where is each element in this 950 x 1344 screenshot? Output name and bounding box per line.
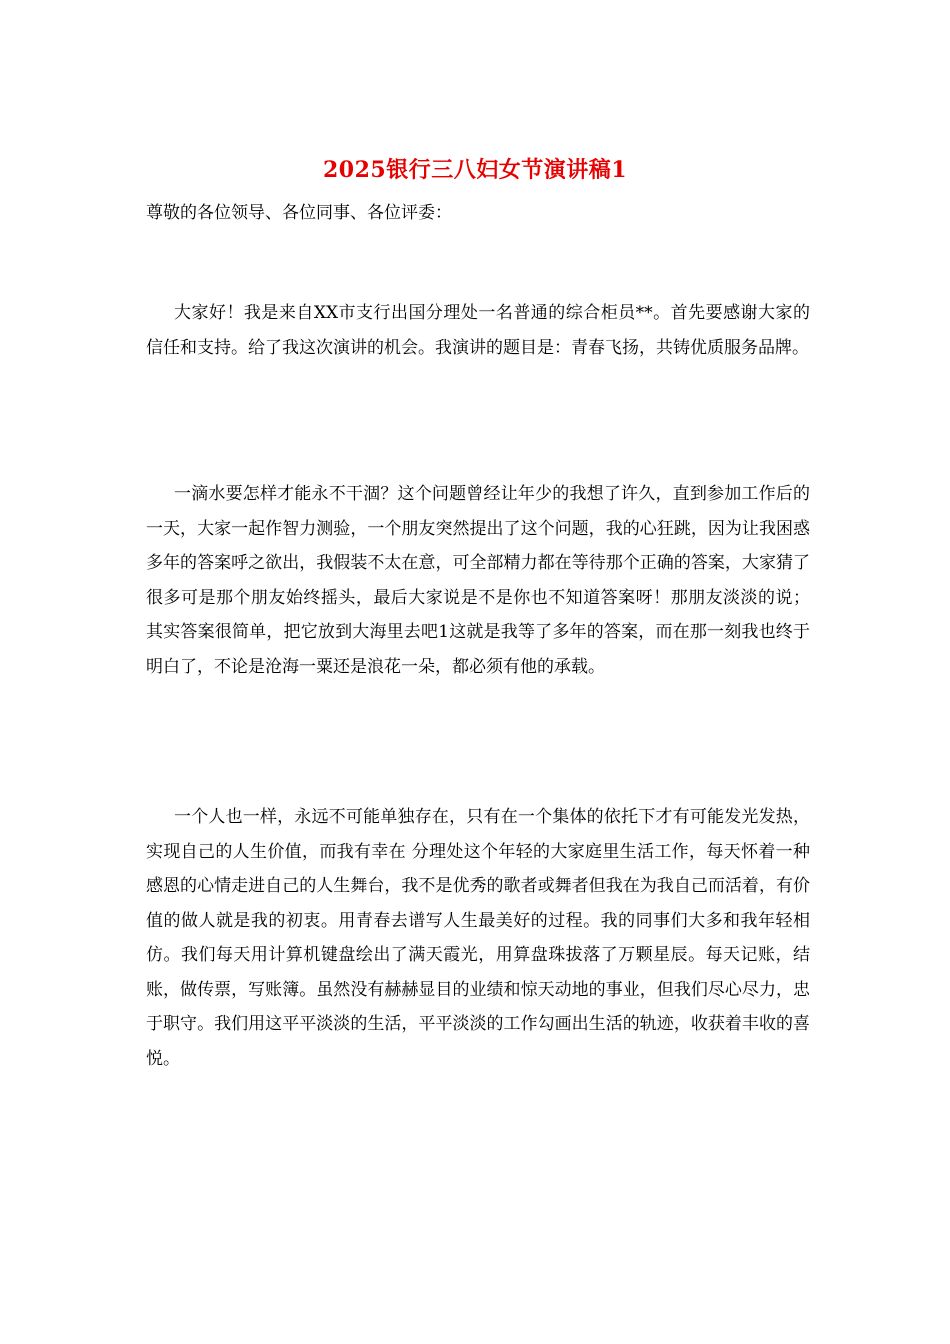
document-title: 2025银行三八妇女节演讲稿1 <box>322 157 628 183</box>
salutation: 尊敬的各位领导、各位同事、各位评委： <box>146 203 452 223</box>
body-paragraph-1: 大家好！我是来自XX市支行出国分理处一名普通的综合柜员**。首先要感谢大家的信任和支持。给了我这次演讲的机会。我演讲的题目是：青春飞扬，共铸优质服务品牌。 <box>146 303 810 358</box>
body-paragraph-3: 一个人也一样，永远不可能单独存在，只有在一个集体的依托下才有可能发光发热，实现自己的人生价值，而我有幸在 分理处这个年轻的大家庭里生活工作，每天怀着一种感恩的心情走进自己的人生舞台，我不是优秀的歌者或舞者但我在为我自己而活着，有价值的做人就是我的初衷。用青春去谱写人生最美好的过程。我的同事们大多和我年轻相仿。我们每天用计算机键盘绘出了满天霞光，用算盘珠拔落了万颗星辰。每天记账，结账，做传票，写账簿。虽然没有赫赫显目的业绩和惊天动地的事业，但我们尽心尽力，忠于职守。我们用这平平淡淡的生活，平平淡淡的工作勾画出生活的轨迹，收获着丰收的喜悦。 <box>146 807 810 1069</box>
body-paragraph-2: 一滴水要怎样才能永不干涸？这个问题曾经让年少的我想了许久，直到参加工作后的一天，大家一起作智力测验，一个朋友突然提出了这个问题，我的心狂跳，因为让我困惑多年的答案呼之欲出，我假装不太在意，可全部精力都在等待那个正确的答案，大家猜了很多可是那个朋友始终摇头，最后大家说是不是你也不知道答案呀！那朋友淡淡的说； 其实答案很简单，把它放到大海里去吧1这就是我等了多年的答案，而在那一刻我也终于明白了，不论是沧海一粟还是浪花一朵，都必须有他的承载。 <box>146 484 810 677</box>
